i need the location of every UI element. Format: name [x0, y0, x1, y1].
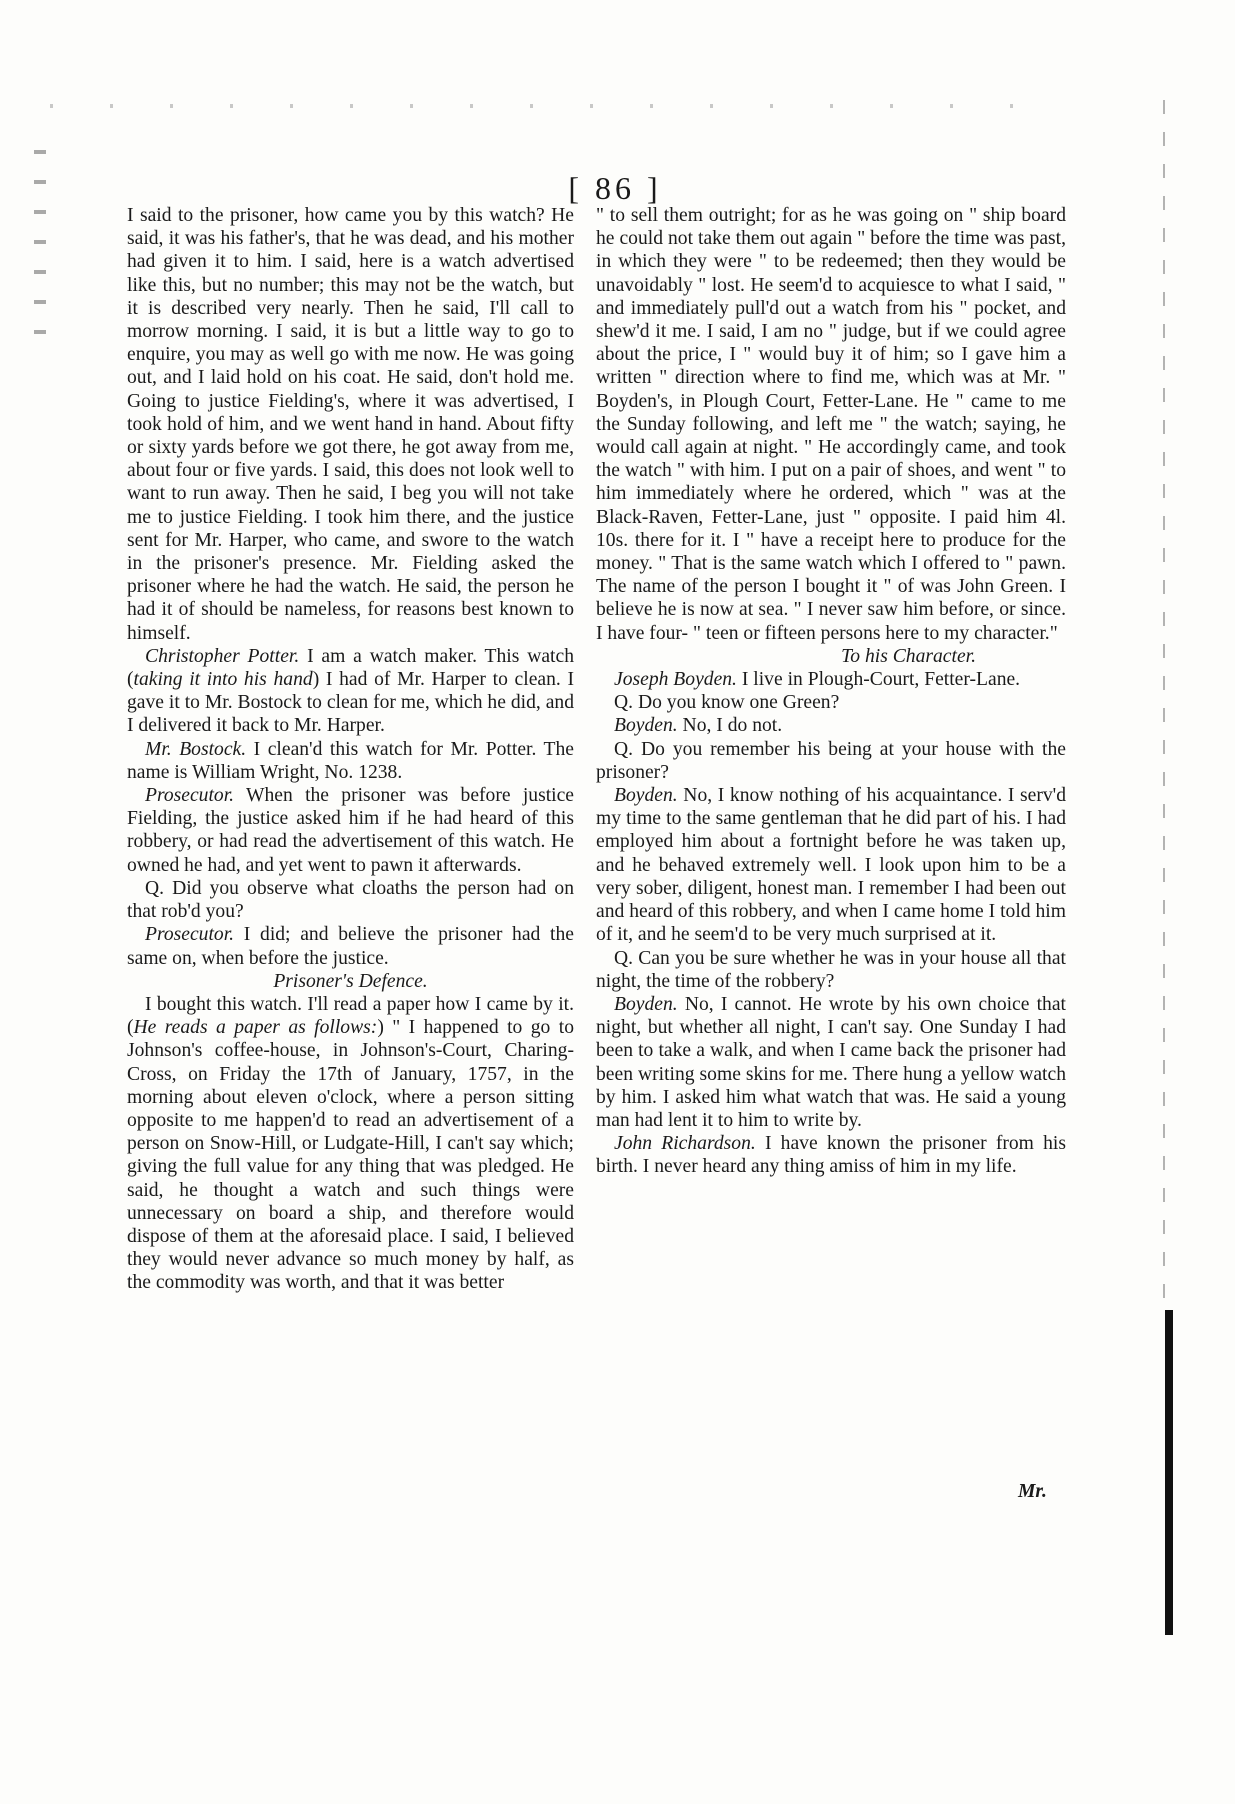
speaker-name: Christopher Potter.: [145, 645, 300, 667]
scan-edge-line: [1163, 100, 1165, 1300]
testimony-text: When the prisoner was before justice Fielding, the justice asked him if he had heard of this robbery, or had read the advertisement of this watch. He owned he had, and yet went to pawn it afterwards.: [127, 785, 574, 876]
right-column: [596, 204, 1066, 1179]
testimony-text: I have known the prisoner from his birth. I never heard any thing amiss of him in my life.: [596, 1133, 1066, 1178]
paragraph-right-3: [596, 691, 1066, 714]
speaker-name: Prosecutor.: [145, 785, 235, 807]
question-text: Q. Can you be sure whether he was in your house all that night, the time of the robbery?: [596, 947, 1066, 992]
paragraph-left-4: [127, 877, 574, 923]
testimony-text: No, I do not.: [677, 715, 783, 737]
paragraph-right-5: [596, 738, 1066, 784]
speaker-name: Boyden.: [614, 993, 678, 1015]
paragraph-right-8: [596, 993, 1066, 1132]
paragraph-right-4: [596, 714, 1066, 737]
left-column: [127, 204, 574, 1295]
paragraph-left-0: I said to the prisoner, how came you by this watch? He said, it was his father's, that he was dead, and his mother had given it to him. I said, here is a watch advertised like this, but no number; this may not be the watch, but it is described very nearly. Then he said, I'll call to morrow morning. I said, it is but a little way to go to enquire, you may as well go with me now. He was going out, and I laid hold on his coat. He said, don't hold me. Going to justice Fielding's, where it was advertised, I took hold of him, and we went hand in hand. About fifty or sixty yards before we got there, he got away from me, about four or five yards. I said, this does not look well to want to run away. Then he said, I beg you will not take me to justice Fielding. I took him there, and the justice sent for Mr. Harper, who came, and swore to the watch in the prisoner's presence. Mr. Fielding asked the prisoner where he had the watch. He said, the person he had it of should be nameless, for reasons best known to himself.: [127, 205, 574, 644]
speaker-name: Boyden.: [614, 715, 678, 737]
catchword: Mr.: [1018, 1481, 1047, 1502]
paragraph-right-2: [596, 668, 1066, 691]
paragraph-left-3: [127, 784, 574, 877]
stage-direction: He reads a paper as follows:: [133, 1017, 378, 1039]
question-text: Q. Do you know one Green?: [614, 692, 840, 714]
scan-noise-left: [34, 150, 46, 350]
stage-direction: taking it into his hand: [133, 669, 313, 691]
scan-noise-top: [50, 104, 1050, 108]
question-text: Q. Did you observe what cloaths the person had on that rob'd you?: [127, 877, 574, 923]
testimony-text: I am a watch maker. This watch (: [127, 645, 574, 691]
speaker-name: John Richardson.: [614, 1133, 756, 1155]
paragraph-left-2: [127, 738, 574, 784]
paragraph-right-0: " to sell them outright; for as he was going on " ship board he could not take them out again " before the time was past, in which they were " to be redeemed; then they would be unavoidably " lost. He seem'd to acquiesce to what I said, " and immediately pull'd out a watch from his " pocket, and shew'd it me. I said, I am no " judge, but if we could agree about the price, I " would buy it of him; so I gave him a written " direction where to find me, which was at Mr. " Boyden's, in Plough Court, Fetter-Lane. He " came to me the Sunday following, and left me " the watch; saying, he would call again at night. " He accordingly came, and took the watch " with him. I put on a pair of shoes, and went " to him immediately where he ordered, which " was at the Black-Raven, Fetter-Lane, just " opposite. I paid him 4l. 10s. there for it. I " have a receipt here to produce for the money. " That is the same watch which I offered to " pawn. The name of the person I bought it " of was John Green. I believe he is now at sea. " I never saw him before, or since. I have four- " teen or fifteen persons here to my character.": [596, 205, 1066, 644]
paragraph-left-5: [127, 923, 574, 969]
section-heading-character: To his Character.: [841, 645, 976, 667]
testimony-text: No, I know nothing of his acquaintance. I serv'd my time to the same gentleman that he did part of his. I had employed him about a fortnight before he was taken up, and he behaved extremely well. I look upon him to be a very sober, diligent, honest man. I remember I had been out and heard of this robbery, and when I came home I told him of it, and he seem'd to be very much surprised at it.: [596, 785, 1066, 946]
testimony-text: No, I cannot. He wrote by his own choice that night, but whether all night, I can't say. One Sunday I had been to take a walk, and when I came back the prisoner had been writing some skins for me. There hung a yellow watch by him. I asked him what watch that was. He said a young man had lent it to him to write by.: [596, 993, 1066, 1131]
section-heading-defence: Prisoner's Defence.: [273, 970, 428, 992]
testimony-text: I live in Plough-Court, Fetter-Lane.: [736, 669, 1021, 691]
speaker-name: Prosecutor.: [145, 924, 235, 946]
paragraph-left-7: [127, 993, 574, 1295]
speaker-name: Joseph Boyden.: [614, 669, 737, 691]
paragraph-right-7: [596, 947, 1066, 993]
paragraph-right-9: [596, 1132, 1066, 1178]
page-number: [ 86 ]: [568, 170, 662, 206]
testimony-text: I clean'd this watch for Mr. Potter. The name is William Wright, No. 1238.: [127, 738, 574, 783]
paragraph-left-1: [127, 645, 574, 738]
scan-edge-bar: [1165, 1310, 1173, 1635]
question-text: Q. Do you remember his being at your house with the prisoner?: [596, 738, 1066, 783]
testimony-text: ) " I happened to go to Johnson's coffee-house, in Johnson's-Court, Charing-Cross, on Friday the 17th of January, 1757, in the morning about eleven o'clock, where a person sitting opposite to me happen'd to read an advertisement of a person on Snow-Hill, or Ludgate-Hill, I can't say which; giving the full value for any thing that was pledged. He said, he thought a watch and such things were unnecessary on board a ship, and therefore would dispose of them at the aforesaid place. I said, I believed they would never advance so much money by half, as the commodity was worth, and that it was better: [127, 1017, 574, 1294]
paragraph-right-6: [596, 784, 1066, 946]
testimony-text: I did; and believe the prisoner had the same on, when before the justice.: [127, 924, 574, 969]
speaker-name: Boyden.: [614, 785, 678, 807]
testimony-text: ) I had of Mr. Harper to clean. I gave it to Mr. Bostock to clean for me, which he did, and I delivered it back to Mr. Harper.: [127, 669, 574, 737]
speaker-name: Mr. Bostock.: [145, 738, 247, 760]
testimony-text: I bought this watch. I'll read a paper how I came by it. (: [127, 993, 574, 1039]
